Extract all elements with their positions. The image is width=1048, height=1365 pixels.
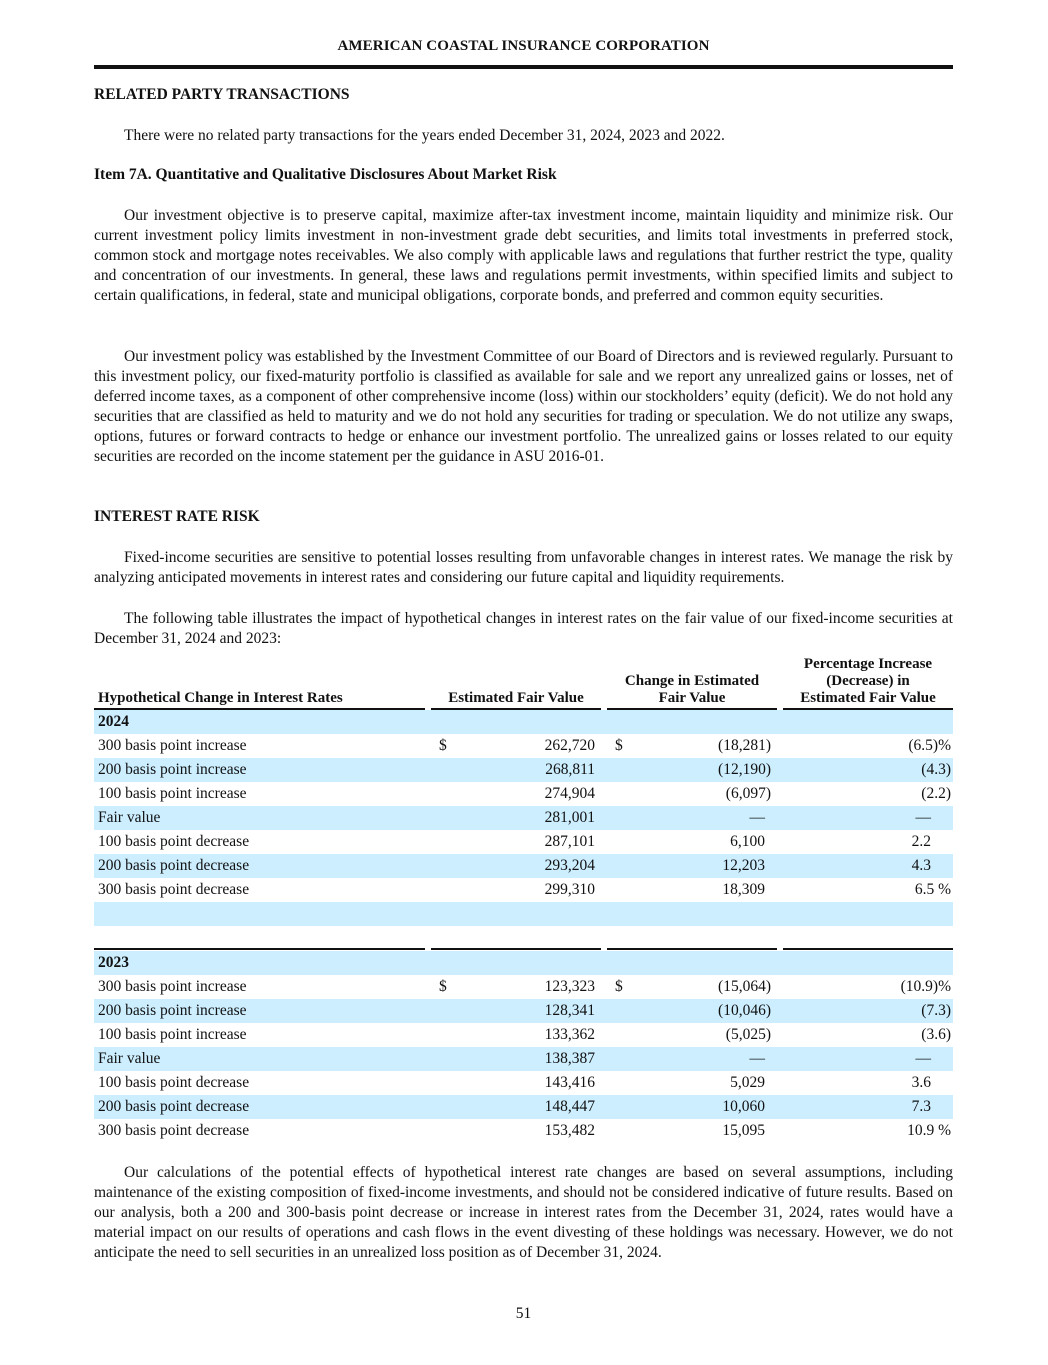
change-value: (6,097) [725, 785, 771, 802]
table-row [94, 854, 953, 878]
row-label: 100 basis point decrease [98, 833, 250, 850]
currency-symbol: $ [615, 978, 623, 995]
year-row-2023 [94, 951, 953, 975]
table-header-row [94, 654, 953, 710]
row-label: 200 basis point decrease [98, 857, 250, 874]
change-value: 18,309 [722, 881, 765, 898]
percentage-cell: (6.5)% [908, 737, 951, 754]
percentage-cell: 6.5 % [914, 881, 951, 898]
percentage-cell: 4.3 [911, 857, 931, 874]
change-cell [607, 1026, 777, 1044]
change-cell [607, 1050, 777, 1068]
currency-symbol [439, 1026, 451, 1044]
change-value: (15,064) [718, 978, 771, 995]
year-row-2024 [94, 710, 953, 734]
row-label: 200 basis point decrease [98, 1098, 250, 1115]
section-heading-interest-rate-risk: INTEREST RATE RISK [94, 508, 260, 525]
fair-value-cell [431, 785, 601, 803]
row-label: Fair value [98, 1050, 161, 1067]
row-label: 300 basis point decrease [98, 881, 250, 898]
row-label: 300 basis point increase [98, 978, 247, 995]
investment-policy-paragraph: Our investment policy was established by the Investment Committee of our Board of Directors and is reviewed regularly. Pursuant to this investment policy, our fixed-maturity portfolio is classified as available for sale and we report any unrealized gains or losses, net of deferred income taxes, as a component of other comprehensive income (loss) within our stockholders’ equity (deficit). We do not hold any securities that are classified as held to maturity and we do not hold any securities for trading or speculation. We do not utilize any swaps, options, futures or forward contracts to hedge or enhance our investment portfolio. The unrealized gains or losses related to our equity securities are recorded on the income statement per the guidance in ASU 2016-01. [94, 348, 953, 465]
change-value: 10,060 [722, 1098, 765, 1115]
currency-symbol: $ [439, 737, 447, 754]
change-cell [607, 785, 777, 803]
header-change-line1: Change in Estimated [624, 673, 760, 689]
table-intro-paragraph: The following table illustrates the impact of hypothetical changes in interest rates on the fair value of our fixed-income securities at December 31, 2024 and 2023: [94, 610, 953, 647]
header-percentage-change [783, 656, 953, 710]
currency-symbol [439, 785, 451, 803]
change-value: (10,046) [718, 1002, 771, 1019]
interest-rate-sensitivity-table [94, 654, 953, 1143]
item7a-heading-block [94, 166, 953, 184]
interest-rate-risk-heading-block [94, 508, 953, 526]
change-cell [607, 1098, 777, 1116]
row-label: 300 basis point increase [98, 737, 247, 754]
currency-symbol [615, 881, 627, 899]
fair-value-cell [431, 761, 601, 779]
column-rule [94, 948, 425, 951]
section-rule-row [94, 948, 953, 951]
fair-value-cell [431, 809, 601, 827]
currency-symbol [615, 1122, 627, 1140]
fair-value-cell [431, 1002, 601, 1020]
header-pct-line2: (Decrease) in [826, 673, 910, 689]
table-row [94, 878, 953, 902]
currency-symbol [615, 785, 627, 803]
percentage-cell: 3.6 [911, 1074, 931, 1091]
change-value: (5,025) [725, 1026, 771, 1043]
currency-symbol [439, 1122, 451, 1140]
percentage-cell: (3.6) [921, 1026, 951, 1043]
table-row [94, 1023, 953, 1047]
change-cell [607, 881, 777, 899]
fair-value-cell [431, 1050, 601, 1068]
currency-symbol [615, 1026, 627, 1044]
fair-value: 293,204 [544, 857, 595, 874]
currency-symbol [439, 1050, 451, 1068]
table-row [94, 999, 953, 1023]
header-hypothetical-change: Hypothetical Change in Interest Rates [94, 690, 425, 710]
fair-value: 281,001 [544, 809, 595, 826]
row-label: 100 basis point increase [98, 1026, 247, 1043]
spacer-blank [94, 926, 953, 948]
percentage-cell: (7.3) [921, 1002, 951, 1019]
related-party-paragraph: There were no related party transactions for the years ended December 31, 2024, 2023 and 2022. [124, 127, 725, 144]
percentage-cell: (10.9)% [900, 978, 951, 995]
fair-value-cell [431, 1074, 601, 1092]
fair-value: 268,811 [545, 761, 595, 778]
spacer-row [94, 902, 953, 926]
change-value: 5,029 [730, 1074, 765, 1091]
percentage-cell: — [915, 809, 931, 826]
table-row [94, 830, 953, 854]
fair-value: 143,416 [544, 1074, 595, 1091]
row-label: 200 basis point increase [98, 1002, 247, 1019]
fair-value: 287,101 [544, 833, 595, 850]
change-cell [607, 833, 777, 851]
year-label: 2023 [98, 954, 129, 971]
change-value: (18,281) [718, 737, 771, 754]
document-page [94, 0, 953, 1322]
row-label: Fair value [98, 809, 161, 826]
change-value: 12,203 [722, 857, 765, 874]
percentage-cell: 7.3 [911, 1098, 931, 1115]
table-row [94, 975, 953, 999]
header-change-line2: Fair Value [658, 690, 726, 706]
currency-symbol [615, 1074, 627, 1092]
section-heading-item7a: Item 7A. Quantitative and Qualitative Disclosures About Market Risk [94, 166, 557, 183]
table-row [94, 1071, 953, 1095]
column-rule [607, 948, 777, 951]
change-cell [607, 1074, 777, 1092]
fair-value-cell [431, 833, 601, 851]
table-row [94, 734, 953, 758]
fair-value: 153,482 [544, 1122, 595, 1139]
fair-value: 148,447 [544, 1098, 595, 1115]
change-cell [607, 978, 777, 996]
table-row [94, 1047, 953, 1071]
fair-value: 299,310 [544, 881, 595, 898]
header-change-in-fair-value [607, 673, 777, 710]
change-cell [607, 809, 777, 827]
related-party-heading-block [94, 86, 953, 104]
column-rule [431, 948, 601, 951]
percentage-cell: — [915, 1050, 931, 1067]
header-pct-line3: Estimated Fair Value [800, 690, 936, 706]
change-value: 15,095 [722, 1122, 765, 1139]
header-pct-line1: Percentage Increase [803, 656, 933, 672]
currency-symbol: $ [439, 978, 447, 995]
running-header: AMERICAN COASTAL INSURANCE CORPORATION [337, 38, 710, 54]
row-label: 200 basis point increase [98, 761, 247, 778]
fair-value-cell [431, 1026, 601, 1044]
fair-value-cell [431, 978, 601, 996]
currency-symbol [615, 809, 627, 827]
percentage-cell: 10.9 % [907, 1122, 951, 1139]
table-row [94, 806, 953, 830]
currency-symbol [615, 1098, 627, 1116]
currency-symbol [439, 809, 451, 827]
currency-symbol [439, 761, 451, 779]
percentage-cell: (4.3) [921, 761, 951, 778]
fair-value: 123,323 [544, 978, 595, 995]
change-value: — [749, 1050, 765, 1067]
currency-symbol [439, 1074, 451, 1092]
fixed-income-paragraph: Fixed-income securities are sensitive to potential losses resulting from unfavorable changes in interest rates. We manage the risk by analyzing anticipated movements in interest rates and considering our future capital and liquidity requirements. [94, 549, 953, 586]
fair-value-cell [431, 857, 601, 875]
fair-value: 133,362 [544, 1026, 595, 1043]
table-row [94, 758, 953, 782]
table-row [94, 782, 953, 806]
fair-value-cell [431, 737, 601, 755]
header-rule [94, 65, 953, 69]
currency-symbol [615, 1050, 627, 1068]
fair-value: 274,904 [544, 785, 595, 802]
currency-symbol [439, 857, 451, 875]
currency-symbol [439, 881, 451, 899]
section-heading-related-party: RELATED PARTY TRANSACTIONS [94, 86, 350, 103]
change-cell [607, 1122, 777, 1140]
percentage-cell: 2.2 [911, 833, 931, 850]
change-value: — [749, 809, 765, 826]
calculations-paragraph: Our calculations of the potential effects of hypothetical interest rate changes are based on several assumptions, including maintenance of the existing composition of fixed-income investments, and should not be considered indicative of future results. Based on our analysis, both a 200 and 300-basis point decrease or increase in interest rates from the December 31, 2024, rates would have a material impact on our results of operations and cash flows in the event divesting of these holdings was necessary. However, we do not anticipate the need to sell securities in an unrealized loss position as of December 31, 2024. [94, 1164, 953, 1261]
percentage-cell: (2.2) [921, 785, 951, 802]
fair-value: 128,341 [544, 1002, 595, 1019]
currency-symbol [439, 833, 451, 851]
table-body [94, 710, 953, 1143]
fair-value-cell [431, 1098, 601, 1116]
change-cell [607, 857, 777, 875]
table-row [94, 1119, 953, 1143]
table-row [94, 1095, 953, 1119]
column-rule [783, 948, 953, 951]
row-label: 100 basis point decrease [98, 1074, 250, 1091]
row-label: 300 basis point decrease [98, 1122, 250, 1139]
change-cell [607, 737, 777, 755]
currency-symbol: $ [615, 737, 623, 754]
currency-symbol [615, 833, 627, 851]
row-label: 100 basis point increase [98, 785, 247, 802]
fair-value: 138,387 [544, 1050, 595, 1067]
currency-symbol [615, 857, 627, 875]
currency-symbol [439, 1098, 451, 1116]
year-label: 2024 [98, 713, 129, 730]
investment-objective-paragraph: Our investment objective is to preserve capital, maximize after-tax investment income, maintain liquidity and minimize risk. Our current investment policy limits investment in non-investment grade debt securities, and limits total investments in preferred stock, common stock and mortgage notes receivables. We also comply with applicable laws and regulations that further restrict the type, quality and concentration of our investments. In general, these laws and regulations permit investments, within specified limits and subject to certain qualifications, in federal, state and municipal obligations, corporate bonds, and preferred and common equity securities. [94, 207, 953, 304]
fair-value-cell [431, 1122, 601, 1140]
currency-symbol [615, 1002, 627, 1020]
page-number: 51 [515, 1305, 532, 1322]
currency-symbol [439, 1002, 451, 1020]
change-cell [607, 761, 777, 779]
fair-value: 262,720 [544, 737, 595, 754]
change-value: (12,190) [718, 761, 771, 778]
header-estimated-fair-value: Estimated Fair Value [431, 690, 601, 710]
fair-value-cell [431, 881, 601, 899]
currency-symbol [615, 761, 627, 779]
change-value: 6,100 [730, 833, 765, 850]
change-cell [607, 1002, 777, 1020]
